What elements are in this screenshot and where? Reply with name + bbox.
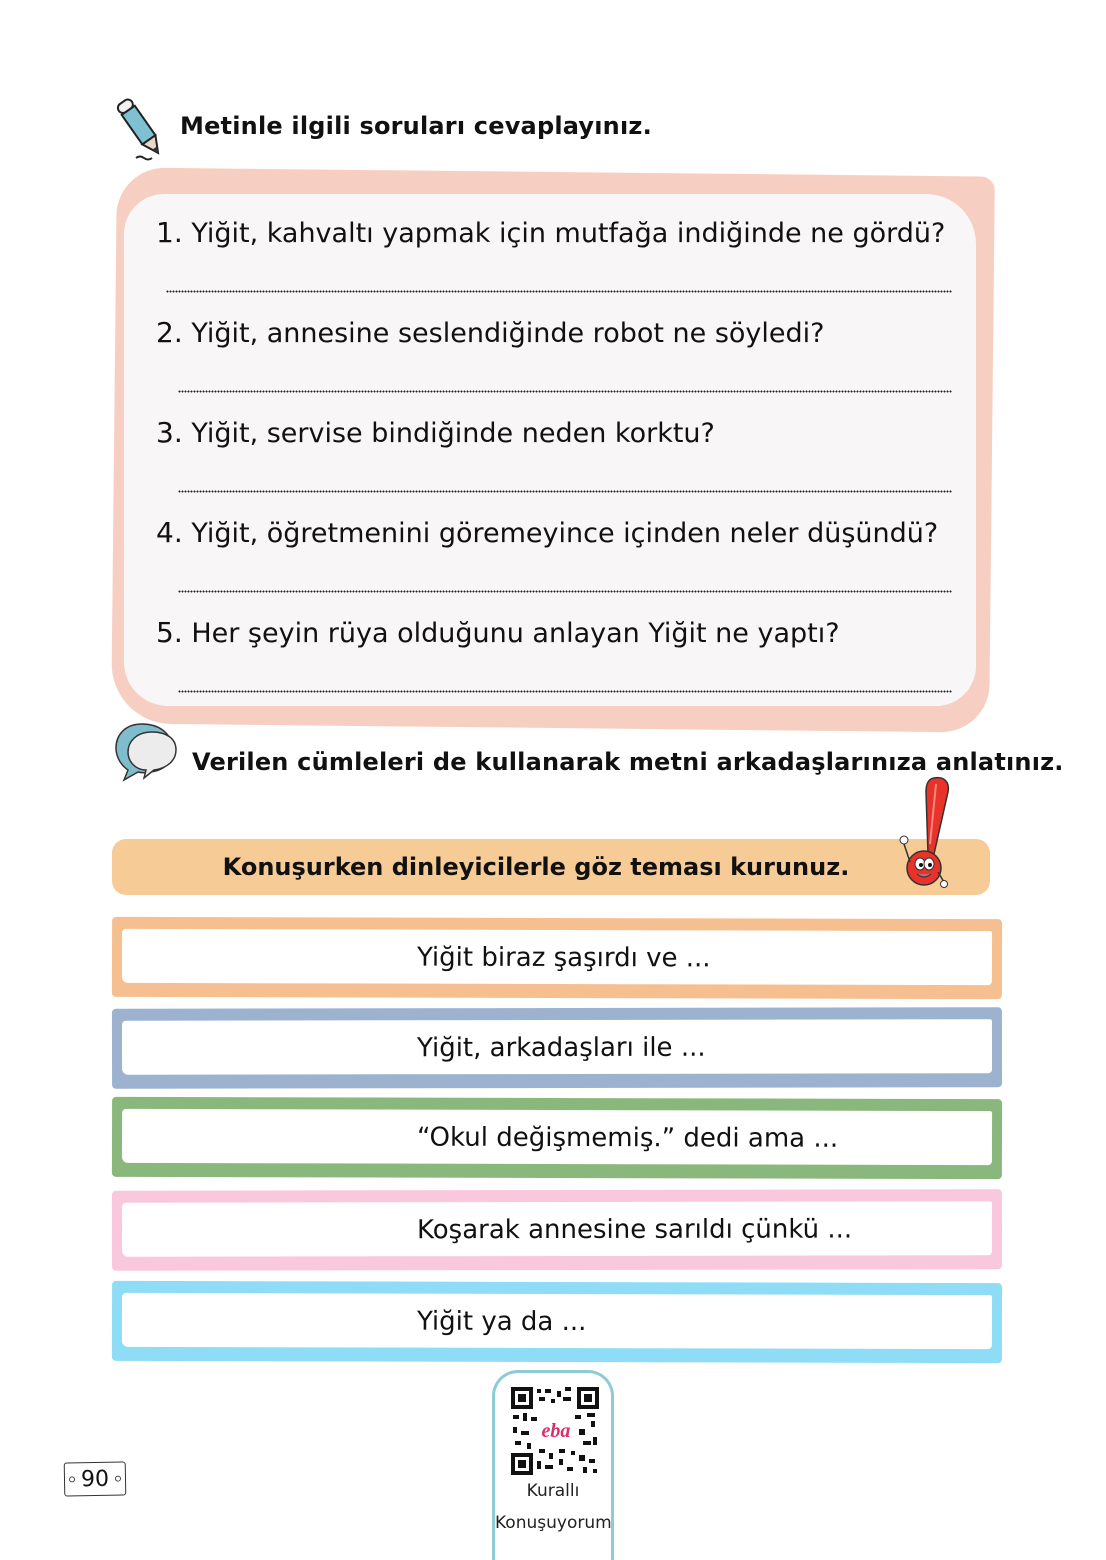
question-2: 2. Yiğit, annesine seslendiğinde robot ne söyledi? bbox=[156, 316, 825, 349]
answer-line-2[interactable] bbox=[178, 390, 952, 393]
answer-line-3[interactable] bbox=[178, 490, 952, 493]
section-heading-questions: Metinle ilgili soruları cevaplayınız. bbox=[180, 112, 652, 140]
sentence-frame-4: Koşarak annesine sarıldı çünkü ... bbox=[112, 1189, 1002, 1271]
screw-icon bbox=[115, 1476, 121, 1482]
question-5: 5. Her şeyin rüya olduğunu anlayan Yiğit ne yaptı? bbox=[156, 616, 840, 649]
screw-icon bbox=[69, 1476, 75, 1482]
qr-code-icon[interactable] bbox=[511, 1387, 599, 1475]
answer-line-5[interactable] bbox=[178, 690, 952, 693]
question-1: 1. Yiğit, kahvaltı yapmak için mutfağa indiğinde ne gördü? bbox=[156, 216, 946, 249]
answer-line-4[interactable] bbox=[178, 590, 952, 593]
answer-line-1[interactable] bbox=[166, 290, 952, 293]
question-3: 3. Yiğit, servise bindiğinde neden korktu? bbox=[156, 416, 715, 449]
pencil-icon bbox=[114, 94, 170, 166]
sentence-frame-5: Yiğit ya da ... bbox=[112, 1281, 1002, 1363]
sentence-frame-1: Yiğit biraz şaşırdı ve ... bbox=[112, 917, 1002, 999]
qr-card[interactable]: eba Kurallı Konuşuyorum bbox=[492, 1370, 614, 1560]
exclamation-mascot-icon bbox=[896, 774, 966, 894]
question-4: 4. Yiğit, öğretmenini göremeyince içinden neler düşündü? bbox=[156, 516, 939, 549]
sentence-frame-2: Yiğit, arkadaşları ile ... bbox=[112, 1007, 1002, 1089]
tip-banner: Konuşurken dinleyicilerle göz teması kurunuz. bbox=[112, 839, 990, 895]
sentence-frame-3: “Okul değişmemiş.” dedi ama ... bbox=[112, 1097, 1002, 1179]
section-heading-retell: Verilen cümleleri de kullanarak metni arkadaşlarınıza anlatınız. bbox=[192, 748, 1064, 776]
eba-logo: eba bbox=[541, 1420, 571, 1442]
page-number: 90 bbox=[64, 1461, 127, 1496]
speech-bubble-icon bbox=[112, 720, 184, 782]
